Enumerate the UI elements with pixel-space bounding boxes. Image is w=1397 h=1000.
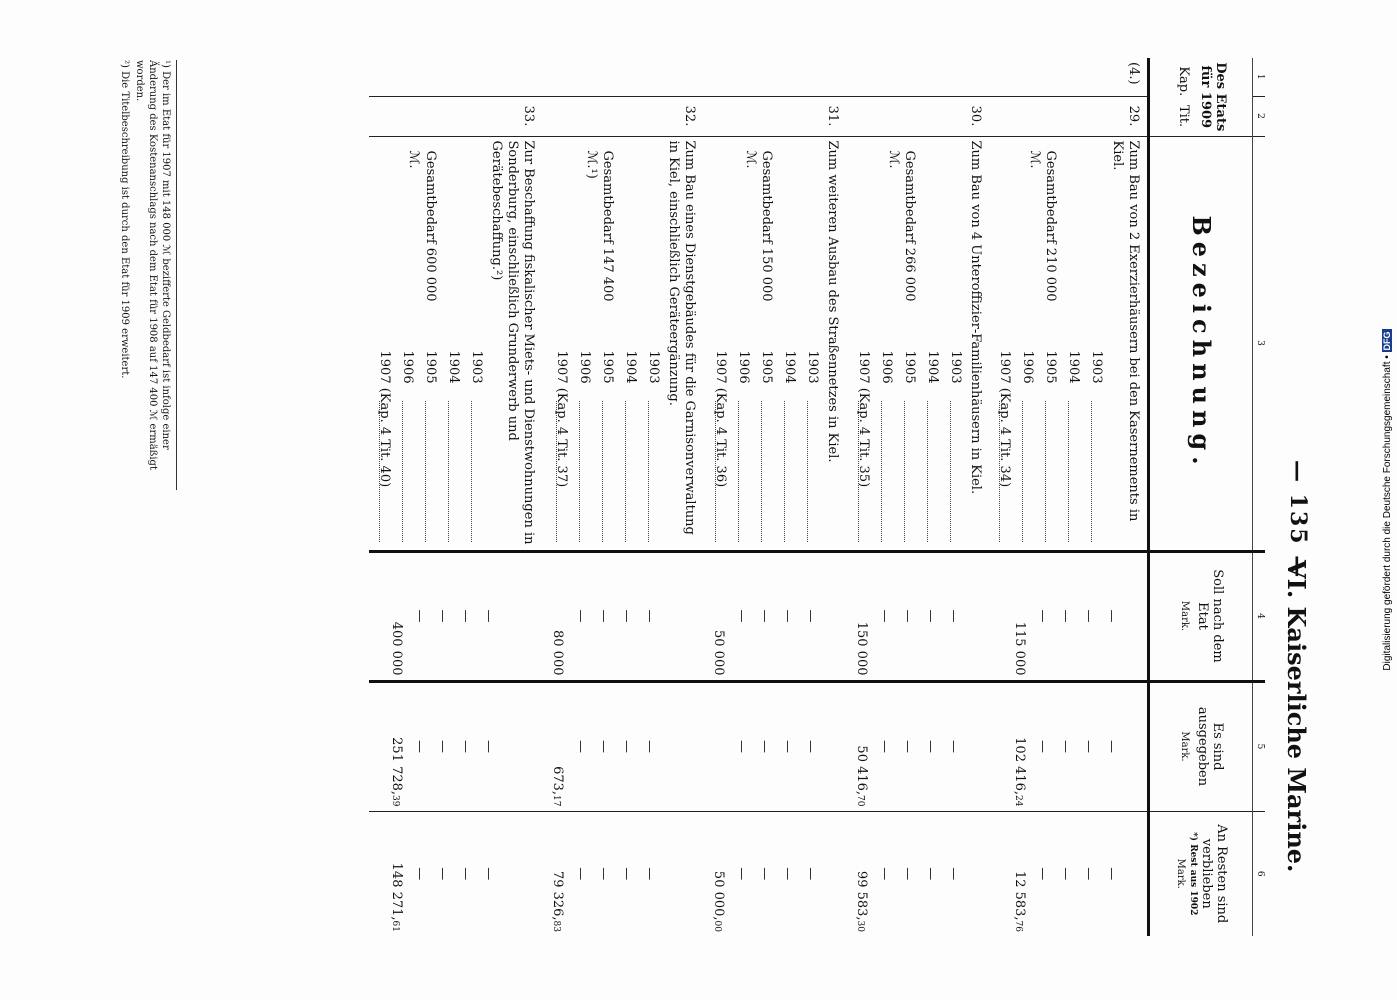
year-label: 1905 xyxy=(422,350,438,384)
value-line xyxy=(547,557,570,676)
page-header xyxy=(1271,0,1311,1000)
col-number: 6 xyxy=(1253,811,1266,936)
value-decimals: 30 xyxy=(855,920,866,932)
ausgegeben-label: Es sind ausgegeben xyxy=(1194,706,1225,787)
etat-header xyxy=(1149,58,1253,136)
year-line xyxy=(944,311,967,546)
year-label: 1905 xyxy=(759,350,775,384)
dash-mark: — xyxy=(734,740,750,753)
gesamtbedarf: Gesamtbedarf 210 000 ℳ. xyxy=(1027,150,1059,302)
dash-mark: — xyxy=(412,740,428,753)
value-line xyxy=(708,687,731,807)
tit-cell xyxy=(847,96,990,136)
soll-header xyxy=(1149,551,1253,681)
dash-mark: — xyxy=(803,867,819,881)
year-label: 1903 xyxy=(948,350,964,384)
value: 251 728, xyxy=(389,737,405,796)
year-line xyxy=(801,311,824,546)
dash-mark: — xyxy=(780,740,796,753)
kap-cell xyxy=(704,58,847,96)
year-line xyxy=(419,311,442,546)
year-label: 1904 xyxy=(1066,350,1082,384)
value: 400 000 xyxy=(389,621,405,676)
year-line xyxy=(778,311,801,546)
dash-mark: — xyxy=(481,609,497,623)
kap-cell xyxy=(369,58,543,96)
dash-mark: — xyxy=(734,609,750,623)
dfg-credit xyxy=(1377,0,1397,1000)
table-row xyxy=(369,58,543,936)
value-line xyxy=(708,816,731,933)
dash-mark: — xyxy=(1081,609,1096,623)
dash-mark: — xyxy=(1058,609,1073,623)
year-list xyxy=(994,311,1109,546)
dfg-credit-text: Digitalisierung gefördert durch die Deutsche Forschungsgemeinschaft • xyxy=(1382,355,1393,671)
year-line xyxy=(898,311,921,546)
table-row xyxy=(847,58,990,936)
col-number: 2 xyxy=(1253,96,1266,136)
year-label: 1903 xyxy=(805,350,821,384)
dash-mark: — xyxy=(481,740,497,753)
year-label: 1907 (Kap. 4 Tit. 34) xyxy=(997,350,1013,488)
dash-mark: — xyxy=(1104,867,1119,881)
gesamt-wrap xyxy=(994,141,1109,311)
dash-mark: — xyxy=(1058,867,1073,881)
dash-mark: — xyxy=(619,740,635,753)
col-number: 3 xyxy=(1253,136,1266,551)
gesamt-wrap xyxy=(550,141,665,311)
value-line xyxy=(851,816,874,933)
dash-mark: — xyxy=(923,740,939,753)
dash-mark: — xyxy=(596,609,612,623)
year-line xyxy=(1017,311,1040,546)
col-number: 1 xyxy=(1253,58,1266,96)
value: 99 583, xyxy=(854,870,870,921)
year-label: 1907 (Kap. 4 Tit. 37) xyxy=(554,350,569,488)
value-decimals: 00 xyxy=(712,920,723,932)
gesamt-wrap xyxy=(709,141,824,311)
value-line xyxy=(851,687,874,807)
year-label: 1906 xyxy=(879,350,895,384)
dash-mark: — xyxy=(1081,740,1096,753)
dash-mark: — xyxy=(946,609,962,623)
tit-label: Tit. xyxy=(1175,104,1191,128)
soll-label: Soll nach dem Etat xyxy=(1194,569,1225,663)
year-line xyxy=(465,311,488,546)
ausgegeben-cell xyxy=(847,681,990,811)
dash-mark: — xyxy=(757,740,773,753)
dash-mark: — xyxy=(458,609,474,623)
year-line xyxy=(596,311,619,546)
footnotes xyxy=(118,60,177,490)
value-line xyxy=(1008,816,1031,933)
dash-mark: — xyxy=(458,740,474,753)
value: 148 271, xyxy=(389,862,405,921)
year-label: 1905 xyxy=(902,350,918,384)
year-line xyxy=(550,311,573,546)
year-label: 1906 xyxy=(577,350,592,384)
tit-cell xyxy=(543,96,704,136)
value-line xyxy=(1008,687,1031,807)
dash-mark: — xyxy=(619,867,635,881)
year-label: 1905 xyxy=(600,350,615,384)
dash-mark: — xyxy=(642,609,658,623)
year-line xyxy=(619,311,642,546)
dash-mark: — xyxy=(803,740,819,753)
dash-mark: — xyxy=(1035,867,1050,881)
reste-label: An Resten sind verblieben xyxy=(1198,824,1229,924)
dash-mark: — xyxy=(877,867,893,881)
description-cell xyxy=(369,136,543,551)
column-number-row xyxy=(1253,58,1266,936)
dash-mark: — xyxy=(877,740,893,753)
mark-label: Mark. xyxy=(1174,858,1186,889)
dash-mark: — xyxy=(642,867,658,881)
year-line xyxy=(732,311,755,546)
gesamtbedarf: Gesamtbedarf 600 000 ℳ. xyxy=(406,150,438,302)
ausgegeben-cell xyxy=(990,681,1149,811)
value: 50 000 xyxy=(711,630,727,676)
value-line xyxy=(547,687,570,807)
soll-cell xyxy=(847,551,990,681)
reste-cell xyxy=(847,811,990,936)
footnote-2: ²) Die Titelbeschreibung ist durch den Etat für 1909 erweitert. xyxy=(119,60,130,379)
col-number: 5 xyxy=(1253,681,1266,811)
dash-mark: — xyxy=(1081,867,1096,881)
value-line xyxy=(708,557,731,676)
tit-cell xyxy=(369,96,543,136)
dash-mark: — xyxy=(642,740,658,753)
value-decimals: 24 xyxy=(1013,795,1023,807)
dash-mark: — xyxy=(1035,609,1050,623)
dash-mark: — xyxy=(1104,740,1119,753)
value-line xyxy=(386,687,409,807)
value-decimals: 17 xyxy=(551,795,562,807)
gesamt-wrap xyxy=(852,141,967,311)
gesamtbedarf: Gesamtbedarf 147 400 ℳ.¹) xyxy=(583,150,615,302)
year-label: 1907 (Kap. 4 Tit. 35) xyxy=(856,350,872,488)
value: 150 000 xyxy=(854,621,870,676)
reste-cell xyxy=(369,811,543,936)
year-label: 1906 xyxy=(736,350,752,384)
dash-mark: — xyxy=(435,609,451,623)
year-label: 1903 xyxy=(468,350,484,384)
entry-title: Zum Bau von 4 Unteroffizier-Familienhäusern in Kiel. xyxy=(968,140,984,495)
dash-mark: — xyxy=(946,740,962,753)
mark-label: Mark. xyxy=(1178,600,1190,632)
dash-mark: — xyxy=(573,740,589,753)
dash-mark: — xyxy=(900,609,916,623)
description-cell xyxy=(704,136,847,551)
budget-table xyxy=(369,58,1265,936)
tit-value: 30. xyxy=(968,105,984,127)
mark-label: Mark. xyxy=(1178,731,1190,762)
year-label: 1904 xyxy=(925,350,941,384)
year-line xyxy=(852,311,875,546)
entry-title: Zum weiteren Ausbau des Straßennetzes in Kiel. xyxy=(825,140,841,463)
soll-cell xyxy=(369,551,543,681)
bezeichnung-label: Bezeichnung. xyxy=(1186,215,1216,471)
table-row xyxy=(990,58,1149,936)
year-label: 1904 xyxy=(782,350,798,384)
table-row xyxy=(704,58,847,936)
reste-cell xyxy=(704,811,847,936)
year-line xyxy=(875,311,898,546)
entry-title: Zur Beschaffung fiskalischer Miets- und Dienstwohnungen in Sonderburg, einschließlich Grunderwerb und Gerätebeschaffung.²) xyxy=(489,140,537,545)
section-title: VI. Kaiserliche Marine. xyxy=(1282,560,1311,873)
value: 50 000, xyxy=(711,870,727,921)
year-line xyxy=(642,311,665,546)
year-line xyxy=(1063,311,1086,546)
year-label: 1906 xyxy=(1020,350,1036,384)
value-decimals: 70 xyxy=(855,795,866,807)
dash-mark: — xyxy=(1104,609,1119,623)
dash-mark: — xyxy=(435,867,451,881)
description-cell xyxy=(847,136,990,551)
kap-value: (4.) xyxy=(1126,62,1141,85)
year-line xyxy=(1040,311,1063,546)
dash-mark: — xyxy=(481,867,497,881)
dash-mark: — xyxy=(923,609,939,623)
year-line xyxy=(373,311,396,546)
page-number: — 135 — xyxy=(1285,460,1311,580)
value-line xyxy=(386,816,409,933)
dash-mark: — xyxy=(900,867,916,881)
value-decimals: 61 xyxy=(390,920,401,932)
soll-cell xyxy=(543,551,704,681)
year-label: 1903 xyxy=(1089,350,1105,384)
dash-mark: — xyxy=(1035,740,1050,753)
year-line xyxy=(755,311,778,546)
reste-cell xyxy=(990,811,1149,936)
dash-mark: — xyxy=(757,867,773,881)
value: 12 583, xyxy=(1012,870,1027,921)
dash-mark: — xyxy=(734,867,750,881)
year-label: 1903 xyxy=(646,350,661,384)
table-row xyxy=(543,58,704,936)
year-label: 1904 xyxy=(445,350,461,384)
ausgegeben-header xyxy=(1149,681,1253,811)
etat-label: Des Etats für 1909 xyxy=(1198,62,1229,132)
year-list xyxy=(852,311,967,546)
year-label: 1907 (Kap. 4 Tit. 36) xyxy=(713,350,729,488)
gesamt-wrap xyxy=(373,141,488,311)
dash-mark: — xyxy=(803,609,819,623)
year-list xyxy=(709,311,824,546)
ausgegeben-cell xyxy=(369,681,543,811)
tit-value: 31. xyxy=(825,105,841,127)
dash-mark: — xyxy=(412,867,428,881)
value-line xyxy=(547,816,570,933)
gesamtbedarf: Gesamtbedarf 266 000 ℳ. xyxy=(886,150,918,302)
bezeichnung-header xyxy=(1149,136,1253,551)
year-list xyxy=(550,311,665,546)
soll-cell xyxy=(704,551,847,681)
value: 79 326, xyxy=(550,870,566,921)
dash-mark: — xyxy=(923,867,939,881)
kap-cell xyxy=(847,58,990,96)
year-line xyxy=(1086,311,1109,546)
tit-value: 32. xyxy=(682,105,698,127)
year-line xyxy=(442,311,465,546)
value: 102 416, xyxy=(1012,737,1027,796)
value: 115 000 xyxy=(1012,621,1027,676)
reste-cell xyxy=(543,811,704,936)
description-cell xyxy=(543,136,704,551)
year-line xyxy=(573,311,596,546)
year-label: 1906 xyxy=(399,350,415,384)
dash-mark: — xyxy=(573,609,589,623)
value-line xyxy=(386,557,409,676)
dash-mark: — xyxy=(900,740,916,753)
column-title-row xyxy=(1149,58,1253,936)
year-line xyxy=(396,311,419,546)
kap-cell xyxy=(543,58,704,96)
footnote-1: ¹) Der im Etat für 1907 mit 148 000 ℳ bezifferte Geldbedarf ist infolge einer Änderung des Kostenanschlags nach dem Etat für 1908 auf 147 400 ℳ ermäßigt worden. xyxy=(134,60,171,470)
reste-header xyxy=(1149,811,1253,936)
ausgegeben-cell xyxy=(704,681,847,811)
year-list xyxy=(373,311,488,546)
value-line xyxy=(851,557,874,676)
value-decimals: 83 xyxy=(551,920,562,932)
dash-mark: — xyxy=(877,609,893,623)
year-line xyxy=(921,311,944,546)
year-line xyxy=(709,311,732,546)
value: 673, xyxy=(550,766,566,796)
soll-cell xyxy=(990,551,1149,681)
reste-note: *) Rest aus 1902 xyxy=(1187,832,1198,916)
value-decimals: 39 xyxy=(390,795,401,807)
kap-label: Kap. xyxy=(1175,66,1191,97)
dash-mark: — xyxy=(573,867,589,881)
dash-mark: — xyxy=(757,609,773,623)
value-decimals: 76 xyxy=(1013,920,1023,932)
dash-mark: — xyxy=(780,867,796,881)
entry-title: Zum Bau eines Dienstgebäudes für die Garnisonverwaltung in Kiel, einschließlich Geräteergänzung. xyxy=(666,140,698,535)
table-body xyxy=(369,58,1149,936)
value: 80 000 xyxy=(550,630,566,676)
dash-mark: — xyxy=(596,740,612,753)
dash-mark: — xyxy=(435,740,451,753)
tit-cell xyxy=(990,96,1149,136)
tit-value: 33. xyxy=(521,105,537,127)
year-label: 1905 xyxy=(1043,350,1059,384)
dash-mark: — xyxy=(412,609,428,623)
dash-mark: — xyxy=(619,609,635,623)
dash-mark: — xyxy=(946,867,962,881)
dfg-sidebar xyxy=(1377,0,1397,1000)
dash-mark: — xyxy=(780,609,796,623)
kap-cell xyxy=(990,58,1149,96)
tit-value: 29. xyxy=(1126,105,1141,127)
value: 50 416, xyxy=(854,745,870,796)
dfg-logo: DFG xyxy=(1382,331,1392,351)
year-label: 1907 (Kap. 4 Tit. 40) xyxy=(376,350,392,488)
col-number: 4 xyxy=(1253,551,1266,681)
value-line xyxy=(1008,557,1031,676)
year-line xyxy=(994,311,1017,546)
tit-cell xyxy=(704,96,847,136)
dash-mark: — xyxy=(458,867,474,881)
year-label: 1904 xyxy=(623,350,638,384)
ausgegeben-cell xyxy=(543,681,704,811)
gesamtbedarf: Gesamtbedarf 150 000 ℳ. xyxy=(743,150,775,302)
dash-mark: — xyxy=(1058,740,1073,753)
dash-mark: — xyxy=(596,867,612,881)
description-cell xyxy=(990,136,1149,551)
entry-title: Zum Bau von 2 Exerzierhäusern bei den Kasernements in Kiel. xyxy=(1109,140,1141,522)
